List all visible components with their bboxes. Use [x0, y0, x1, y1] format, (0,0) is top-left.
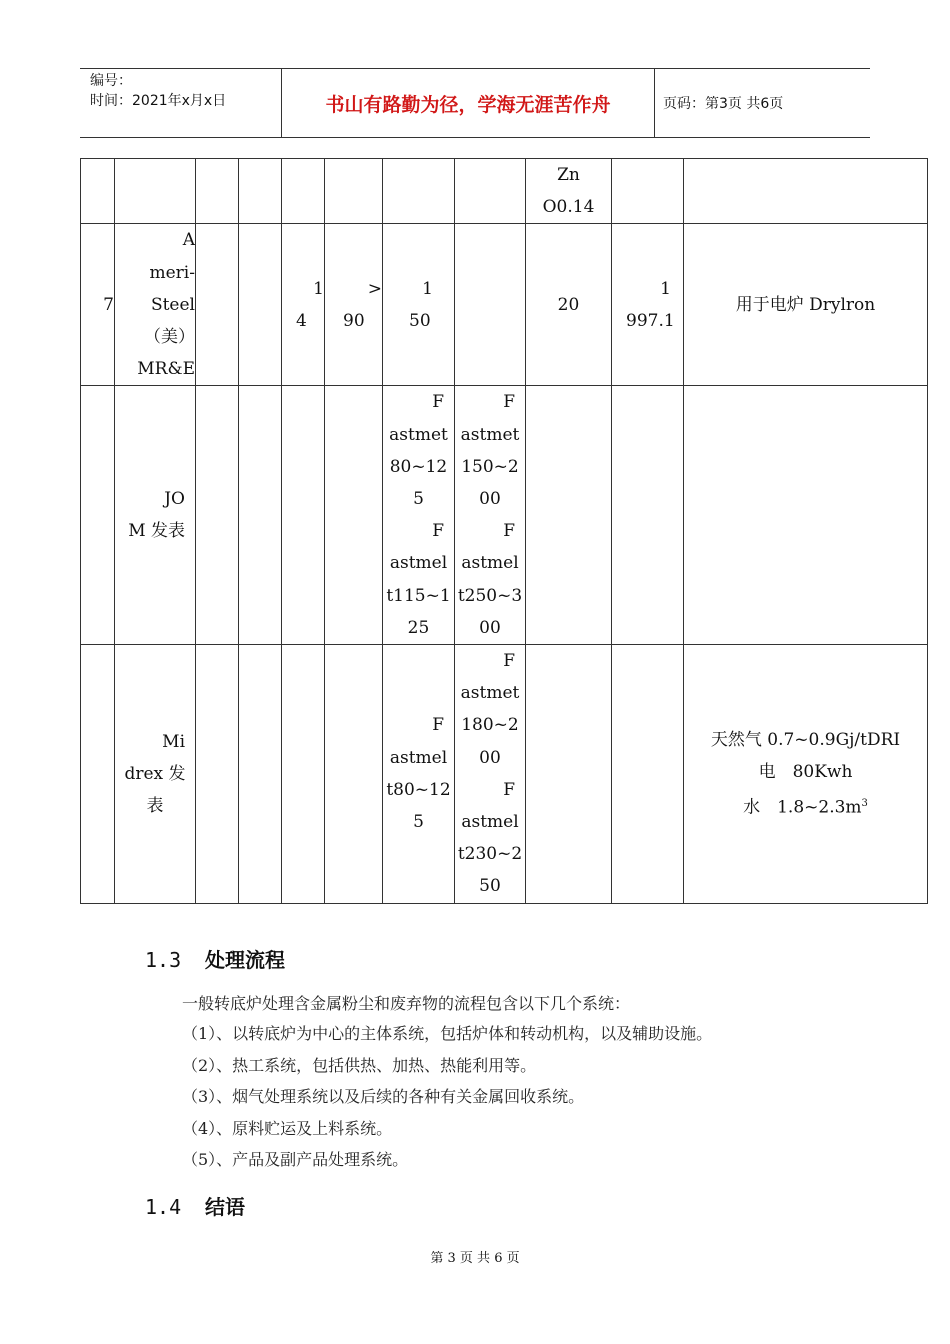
section-heading: 1.3 处理流程 [145, 948, 285, 972]
table-cell: 天然气 0.7~0.9Gj/tDRI 电 80Kwh 水 $1.8\sim 2.3m^3$ [684, 645, 928, 904]
table-cell: F astmet 80~12 5 F astmel t115~1 25 [383, 386, 455, 645]
list-item: （2）、热工系统，包括供热、加热、热能利用等。 [182, 1055, 537, 1075]
table-cell: F astmet 180~2 00 F astmel t230~2 50 [455, 645, 526, 904]
document-number-label: 编号： [90, 73, 132, 89]
header-meta [80, 69, 280, 137]
process-list [182, 1018, 712, 1176]
table-row [81, 159, 928, 224]
table-cell: 用于电炉 Drylron [684, 224, 928, 386]
table-cell: 7 [81, 224, 115, 386]
table-cell: F astmet 150~2 00 F astmel t250~3 00 [455, 386, 526, 645]
page-header [80, 68, 870, 138]
table-row [81, 645, 928, 904]
table-cell: 1 997.1 [612, 224, 684, 386]
table-cell: JO M 发表 [115, 386, 196, 645]
list-item: （3）、烟气处理系统以及后续的各种有关金属回收系统。 [182, 1087, 585, 1106]
table-cell: 1 50 [383, 224, 455, 386]
section-intro: 一般转底炉处理含金属粉尘和废弃物的流程包含以下几个系统： [182, 994, 631, 1013]
table-cell: A meri- Steel （美） MR&E [115, 224, 196, 386]
table-row [81, 386, 928, 645]
page-footer: 第 3 页 共 6 页 [430, 1251, 520, 1266]
table-cell: > 90 [325, 224, 383, 386]
table-cell: F astmel t80~12 5 [383, 645, 455, 904]
document-date: 时间：2021年x月x日 [90, 93, 227, 109]
list-item: （1）、以转底炉为中心的主体系统，包括炉体和转动机构，以及辅助设施。 [182, 1024, 713, 1043]
table-cell: 20 [526, 224, 612, 386]
table-row [81, 224, 928, 386]
header-page-number: 页码：第3页 共6页 [663, 96, 784, 112]
table-cell: 1 4 [282, 224, 325, 386]
table-cell: Zn O0.14 [526, 159, 612, 224]
list-item: （5）、产品及副产品处理系统。 [182, 1150, 409, 1169]
header-motto: 书山有路勤为径，学海无涯苦作舟 [281, 69, 655, 137]
table-cell: Mi drex 发 表 [115, 645, 196, 904]
section-heading: 1.4 结语 [145, 1195, 245, 1219]
list-item: （4）、原料贮运及上料系统。 [182, 1118, 393, 1138]
data-table [80, 158, 928, 904]
